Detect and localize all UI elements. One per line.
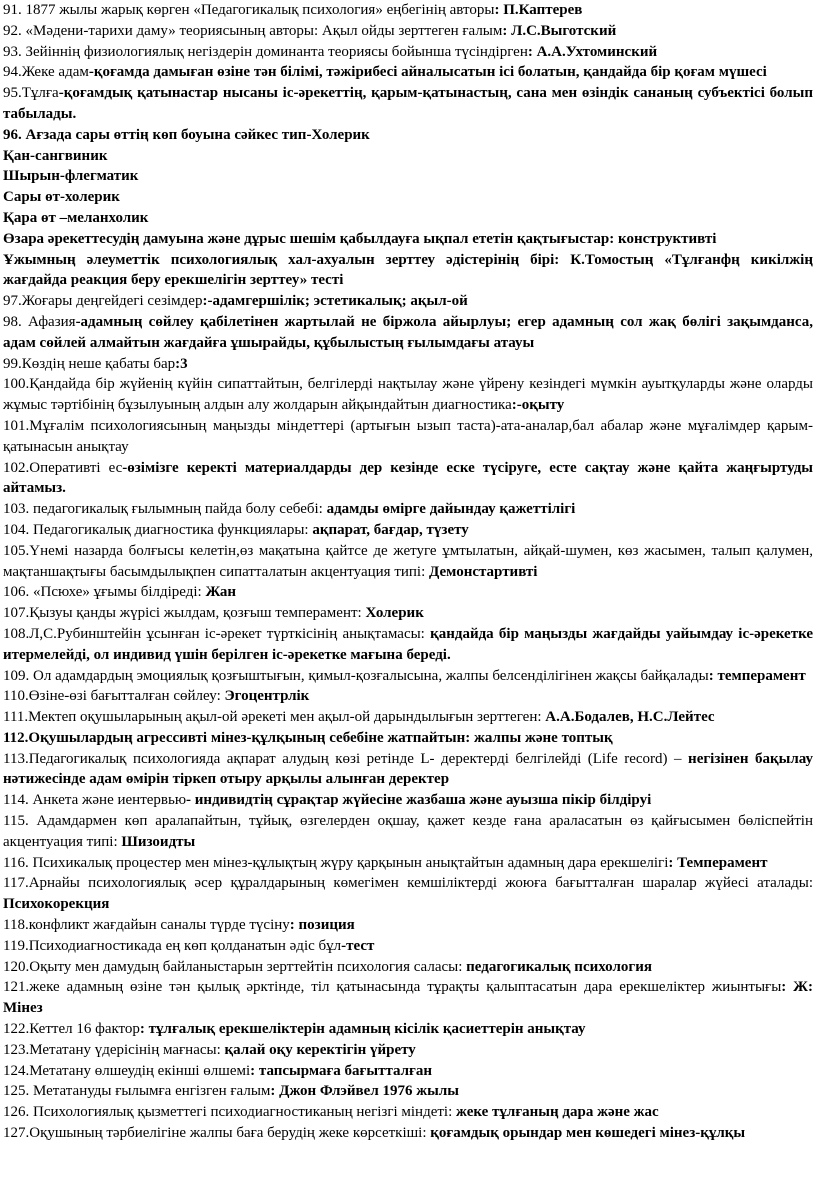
answer-text: А.А.Бодалев, Н.С.Лейтес (545, 709, 715, 726)
answer-text: -қоғамдық қатынастар нысаны іс-әрекеттің, қарым-қатынастың, сана мен өзіндік сананың субъектісі болып табылады. (3, 85, 813, 122)
answer-text: : Темперамент (668, 854, 768, 871)
qa-line (3, 790, 813, 811)
answer-text: -өзімізге керекті материалдарды дер кезінде еске түсіруге, есте сақтау және қайта жаңғыртуды айтамыз. (3, 459, 813, 497)
answer-text: қандайда бір маңызды жағдайды уайымдау іс-әрекетке итермелейді, ол индивид үшін берілген іс-әрекетке мағына береді. (3, 625, 813, 663)
answer-text: педагогикалық психология (466, 958, 652, 975)
qa-line (3, 603, 813, 624)
question-text: 125. Метатануды ғылымға енгізген ғалым (3, 1083, 271, 1100)
question-text: 108.Л,С.Рубинштейін ұсынған іс-әрекет түрткісінің анықтамасы: (3, 625, 431, 642)
question-text: 110.Өзіне-өзі бағытталған сөйлеу: (3, 688, 225, 705)
answer-text: : Ж: Мінез (3, 979, 814, 1017)
qa-line (3, 458, 813, 500)
qa-line (3, 1123, 813, 1144)
question-text: 91. 1877 жылы жарық көрген «Педагогикалық психология» еңбегінің авторы (3, 2, 495, 18)
question-text: 111.Мектеп оқушыларының ақыл-ой әрекеті мен ақыл-ой дарындылығын зерттеген: (3, 709, 546, 726)
qa-line (3, 707, 813, 728)
qa-line (3, 208, 813, 229)
question-text: 92. «Мәдени-тарихи даму» теориясының авторы: Ақыл ойды зерттеген ғалым (3, 22, 503, 39)
qa-line (3, 312, 813, 354)
qa-line (3, 811, 813, 853)
answer-text: адамды өмірге дайындау қажеттілігі (326, 501, 576, 518)
answer-text: :-адамгершілік; эстетикалық; ақыл-ой (202, 293, 468, 310)
question-text: 97.Жоғары деңгейдегі сезімдер (3, 293, 203, 310)
answer-text: -адамның сөйлеу қабілетінен жартылай не біржола айырлуы; егер адамның сол жақ бөлігі зақымданса, адам сөйлей алмайтын жағдайға ұшырайды, құбылыстың ғылымдағы атауы (3, 313, 813, 351)
answer-text: : тұлғалық ерекшеліктерін адамның кісілік қасиеттерін анықтау (139, 1021, 586, 1038)
answer-text: - индивидтің сұрақтар жүйесіне жазбаша және ауызша пікір білдіруі (186, 792, 652, 809)
answer-text: Эгоцентрлік (224, 688, 310, 705)
question-text: 104. Педагогикалық диагностика функциялары: (3, 521, 313, 538)
answer-text: Демонстартивті (429, 563, 538, 580)
qa-line (3, 977, 813, 1019)
question-text: 93. Зейіннің физиологиялық негіздерін доминанта теориясы бойынша түсіндірген (3, 43, 528, 60)
qa-line (3, 1019, 813, 1040)
question-text: 95.Тұлға (3, 85, 59, 102)
qa-line (3, 166, 813, 187)
qa-line (3, 1061, 813, 1082)
answer-text: Шырын-флегматик (3, 168, 139, 185)
qa-line (3, 957, 813, 978)
question-text: 122.Кеттел 16 фактор (3, 1021, 140, 1038)
qa-line (3, 499, 813, 520)
qa-line (3, 0, 813, 21)
qa-line (3, 853, 813, 874)
answer-text: : Джон Флэйвел 1976 жылы (270, 1083, 459, 1100)
answer-text: : А.А.Ухтоминский (527, 43, 658, 60)
qa-line (3, 146, 813, 167)
question-text: 109. Ол адамдардың эмоциялық қозғыштығын, қимыл-қозғалысына, жалпы белсенділігінен жақсы байқалады (3, 667, 709, 684)
answer-text: : Л.С.Выготский (502, 22, 617, 39)
qa-line (3, 915, 813, 936)
qa-line (3, 728, 813, 749)
qa-line (3, 21, 813, 42)
question-text: 107.Қызуы қанды жүрісі жылдам, қозғыш темперамент: (3, 605, 366, 622)
qa-line (3, 749, 813, 791)
qa-line (3, 520, 813, 541)
qa-line (3, 582, 813, 603)
question-text: 119.Психодиагностикада ең көп қолданатын әдіс бұл (3, 937, 342, 954)
question-text: 121.жеке адамның өзіне тән қылық әрктінде, тіл қатынасында тұрақты қалыптасатын дара ерекшеліктер жиынтығы (3, 979, 782, 996)
question-text: 123.Метатану үдерісінің мағнасы: (3, 1041, 225, 1058)
qa-line (3, 374, 813, 416)
qa-line (3, 416, 813, 458)
answer-text: : темперамент (708, 667, 806, 684)
question-text: 114. Анкета және иентервью (3, 792, 187, 809)
answer-text: 112.Оқушылардың агрессивті мінез-құлқының себебіне жатпайтын: жалпы және топтық (3, 729, 613, 746)
question-text: 98. Афазия (3, 313, 76, 330)
question-text: 102.Оперативті ес (3, 459, 123, 476)
answer-text: негізінен бақылау нәтижесінде адам өмірін тіркеп отыру арқылы алынған деректер (3, 750, 813, 788)
answer-text: : П.Каптерев (494, 2, 583, 18)
answer-text: 96. Ағзада сары өттің көп боуына сәйкес тип-Холерик (3, 126, 370, 143)
qa-line (3, 1040, 813, 1061)
answer-text: Қан-сангвиник (3, 147, 108, 164)
answer-text: -тест (341, 937, 375, 954)
qa-line (3, 62, 813, 83)
answer-text: : позиция (289, 917, 355, 934)
question-text: 105.Үнемі назарда болғысы келетін,өз мақатына қайтсе де жетуге ұмтылатын, айқай-шумен, көз жасымен, талып қалумен, мақтаншақтығы басымдылықпен сипатталатын акцентуация типі: (3, 542, 813, 580)
answer-text: Жан (205, 584, 237, 601)
qa-line (3, 291, 813, 312)
qa-line (3, 250, 813, 292)
qa-line (3, 936, 813, 957)
qa-line (3, 1081, 813, 1102)
qa-line (3, 873, 813, 915)
qa-line (3, 1102, 813, 1123)
question-text: 103. педагогикалық ғылымның пайда болу себебі: (3, 501, 327, 518)
answer-text: қоғамдық орындар мен көшедегі мінез-құлқы (430, 1125, 746, 1142)
question-text: 94.Жеке адам (3, 64, 89, 81)
answer-text: Психокорекция (3, 896, 110, 913)
question-text: 101.Мұғалім психологиясының маңызды міндеттері (артығын ызып таста)-ата-аналар,бал абалар және мұғалімдер қарым-қатынасын анықтау (3, 417, 813, 455)
answer-text: Шизоидты (121, 833, 196, 850)
answer-text: Қара өт –меланхолик (3, 209, 149, 226)
answer-text: Сары өт-холерик (3, 189, 120, 206)
question-text: 120.Оқыту мен дамудың байланыстарын зерттейтін психология саласы: (3, 958, 467, 975)
question-text: 126. Психологиялық қызметтегі психодиагностиканың негізгі міндеті: (3, 1104, 457, 1121)
question-text: 118.конфликт жағдайын саналы түрде түсіну (3, 917, 290, 934)
question-text: 113.Педагогикалық психологияда ақпарат алудың көзі ретінде L- деректерді белгілейді (Life record) – (3, 750, 689, 767)
answer-text: :3 (175, 355, 188, 372)
question-text: 115. Адамдармен көп аралапайтын, тұйық, өзгелерден оқшау, қажет кезде ғана араласатын өз қайғысымен бөліспейтін акцентуация типі: (3, 813, 813, 850)
answer-text: :-оқыту (511, 397, 565, 414)
qa-line (3, 83, 813, 125)
answer-text: Ұжымның әлеуметтік психологиялық хал-ахуалын зерттеу әдістерінің бірі: К.Томостың «Тұлғанфң кикілжің жағдайда реакция беру ерекшелігін зерттеу» тесті (3, 251, 813, 289)
answer-text: ақпарат, бағдар, түзету (312, 521, 469, 538)
answer-text: жеке тұлғаның дара және жас (456, 1104, 659, 1121)
answer-text: қалай оқу керектігін үйрету (224, 1041, 416, 1058)
question-text: 99.Көздің неше қабаты бар (3, 355, 176, 372)
qa-line (3, 42, 813, 63)
question-text: 124.Метатану өлшеудің екінші өлшемі (3, 1062, 251, 1079)
qa-line (3, 125, 813, 146)
answer-text: -қоғамда дамыған өзіне тән білімі, тәжірибесі айналысатын ісі болатын, қандайда бір қоғам мүшесі (88, 64, 767, 81)
question-text: 127.Оқушының тәрбиелігіне жалпы баға берудің жеке көрсеткіші: (3, 1125, 431, 1142)
qa-line (3, 229, 813, 250)
qa-line (3, 686, 813, 707)
qa-line (3, 624, 813, 666)
question-text: 117.Арнайы психологиялық әсер құралдарының көмегімен кемшіліктерді жоюға бағытталған шаралар жүйесі аталады: (3, 875, 813, 892)
qa-line (3, 666, 813, 687)
answer-text: Өзара әрекеттесудің дамуына және дұрыс шешім қабылдауға ықпал ететін қақтығыстар: конструктивті (3, 230, 717, 247)
qa-line (3, 354, 813, 375)
answer-text: : тапсырмаға бағытталған (250, 1062, 433, 1079)
question-text: 106. «Псюхе» ұғымы білдіреді: (3, 584, 206, 601)
answer-text: Холерик (365, 605, 424, 622)
qa-line (3, 541, 813, 583)
question-text: 100.Қандайда бір жүйенің күйін сипаттайтын, белгілерді нақтылау және үйрену кезіндегі мүмкін ауытқуларды және оларды жұмыс тәртібінің бұзылуының алдын алу жолдарын айқындайтын диагностика (3, 376, 813, 414)
question-text: 116. Психикалық процестер мен мінез-құлықтың жүру қарқынын анықтайтын адамның дара ерекшелігі (3, 854, 669, 871)
qa-line (3, 187, 813, 208)
